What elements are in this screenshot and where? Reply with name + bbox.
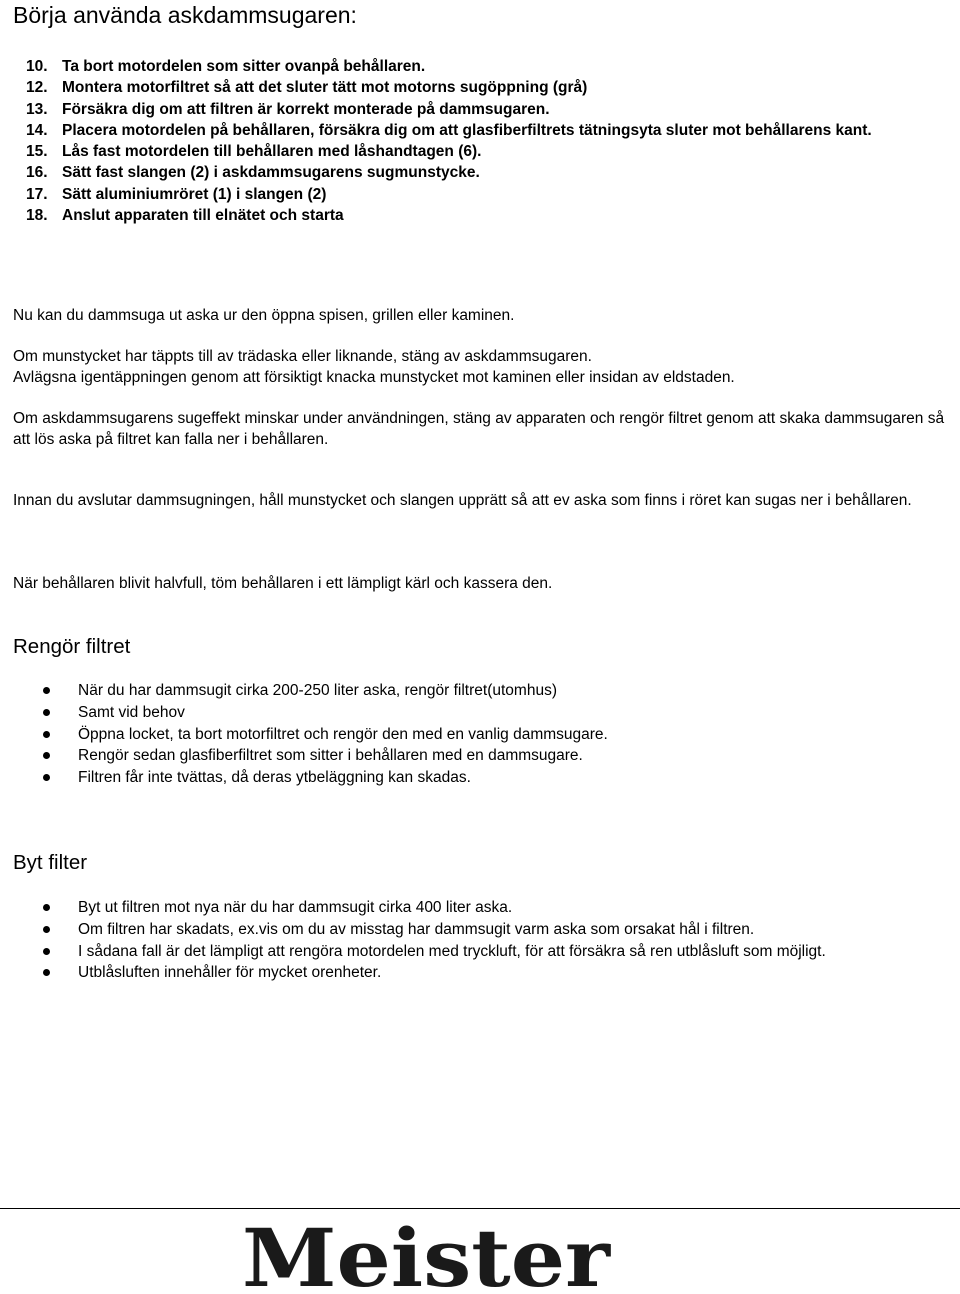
paragraph-empty-container: När behållaren blivit halvfull, töm behållaren i ett lämpligt kärl och kassera den. [13,575,553,592]
step-number: 18. [26,207,48,225]
list-item [0,919,950,941]
logo-wordmark: Meister [242,1224,611,1292]
list-item [26,141,956,162]
list-item [0,962,950,984]
step-text: Lås fast motordelen till behållaren med låshandtagen (6). [62,143,482,161]
replace-filter-list [0,897,950,984]
bullet-icon [43,904,50,911]
bullet-icon [43,731,50,738]
list-item-text: När du har dammsugit cirka 200-250 liter aska, rengör filtret(utomhus) [78,682,557,699]
list-item [0,767,950,789]
bullet-icon [43,709,50,716]
step-text: Placera motordelen på behållaren, försäkra dig om att glasfiberfiltrets tätningsyta sluter mot behållarens kant. [62,121,872,139]
list-item-text: Rengör sedan glasfiberfiltret som sitter i behållaren med en dammsugare. [78,747,583,765]
step-number: 12. [26,79,48,97]
bullet-icon [43,687,50,694]
step-text: Sätt aluminiumröret (1) i slangen (2) [62,185,327,203]
clean-filter-list [0,680,950,789]
footer-divider [0,1208,960,1209]
list-item-text: Öppna locket, ta bort motorfiltret och rengör den med en vanlig dammsugare. [78,725,608,743]
section-heading-clean-filter: Rengör filtret [13,635,131,658]
list-item [26,77,956,98]
section-heading-replace-filter: Byt filter [13,851,88,874]
paragraph-before-finishing: Innan du avslutar dammsugningen, håll munstycket och slangen upprätt så att ev aska som finns i röret kan sugas ner i behållaren. [13,492,912,509]
paragraph-line: Avlägsna igentäppningen genom att försiktigt knacka munstycket mot kaminen eller insidan av eldstaden. [13,369,735,387]
list-item [0,745,950,767]
paragraph-vacuum-ash: Nu kan du dammsuga ut aska ur den öppna spisen, grillen eller kaminen. [13,307,515,324]
list-item [0,702,950,724]
list-item [26,120,956,141]
list-item-text: Filtren får inte tvättas, då deras ytbeläggning kan skadas. [78,769,471,787]
steps-list [26,56,956,226]
bullet-icon [43,969,50,976]
list-item [0,897,950,919]
step-text: Sätt fast slangen (2) i askdammsugarens sugmunstycke. [62,164,480,182]
paragraph-suction-reduced: Om askdammsugarens sugeffekt minskar under användningen, stäng av apparaten och rengör filtret genom att skaka dammsugaren så att lös aska på filtret kan falla ner i behållaren. [13,410,945,449]
list-item [26,56,956,77]
step-number: 15. [26,143,48,161]
bullet-icon [43,774,50,781]
meister-logo [240,1224,612,1292]
list-item-text: Om filtren har skadats, ex.vis om du av misstag har dammsugit varm aska som orsakat hål i filtren. [78,920,755,938]
step-text: Montera motorfiltret så att det sluter tätt mot motorns sugöppning (grå) [62,79,588,97]
list-item [26,205,956,226]
list-item [0,724,950,746]
list-item-text: Utblåsluften innehåller för mycket orenheter. [78,964,382,982]
bullet-icon [43,752,50,759]
step-number: 14. [26,121,48,139]
paragraph-line: Om munstycket har täppts till av trädaska eller liknande, stäng av askdammsugaren. [13,348,592,365]
list-item-text: Byt ut filtren mot nya när du har dammsugit cirka 400 liter aska. [78,899,513,916]
list-item [26,162,956,183]
list-item [26,99,956,120]
page-title: Börja använda askdammsugaren: [13,2,357,28]
step-text: Försäkra dig om att filtren är korrekt monterade på dammsugaren. [62,100,550,118]
list-item [26,184,956,205]
list-item [0,680,950,702]
step-number: 17. [26,185,48,203]
step-number: 13. [26,100,48,118]
step-text: Ta bort motordelen som sitter ovanpå behållaren. [62,58,426,75]
step-text: Anslut apparaten till elnätet och starta [62,207,344,225]
bullet-icon [43,926,50,933]
paragraph-clogged-nozzle [13,346,953,389]
step-number: 16. [26,164,48,182]
list-item [0,941,950,963]
list-item-text: Samt vid behov [78,703,185,721]
step-number: 10. [26,58,48,75]
list-item-text: I sådana fall är det lämpligt att rengöra motordelen med tryckluft, för att försäkra så ren utblåsluft som möjligt. [78,942,826,960]
bullet-icon [43,948,50,955]
